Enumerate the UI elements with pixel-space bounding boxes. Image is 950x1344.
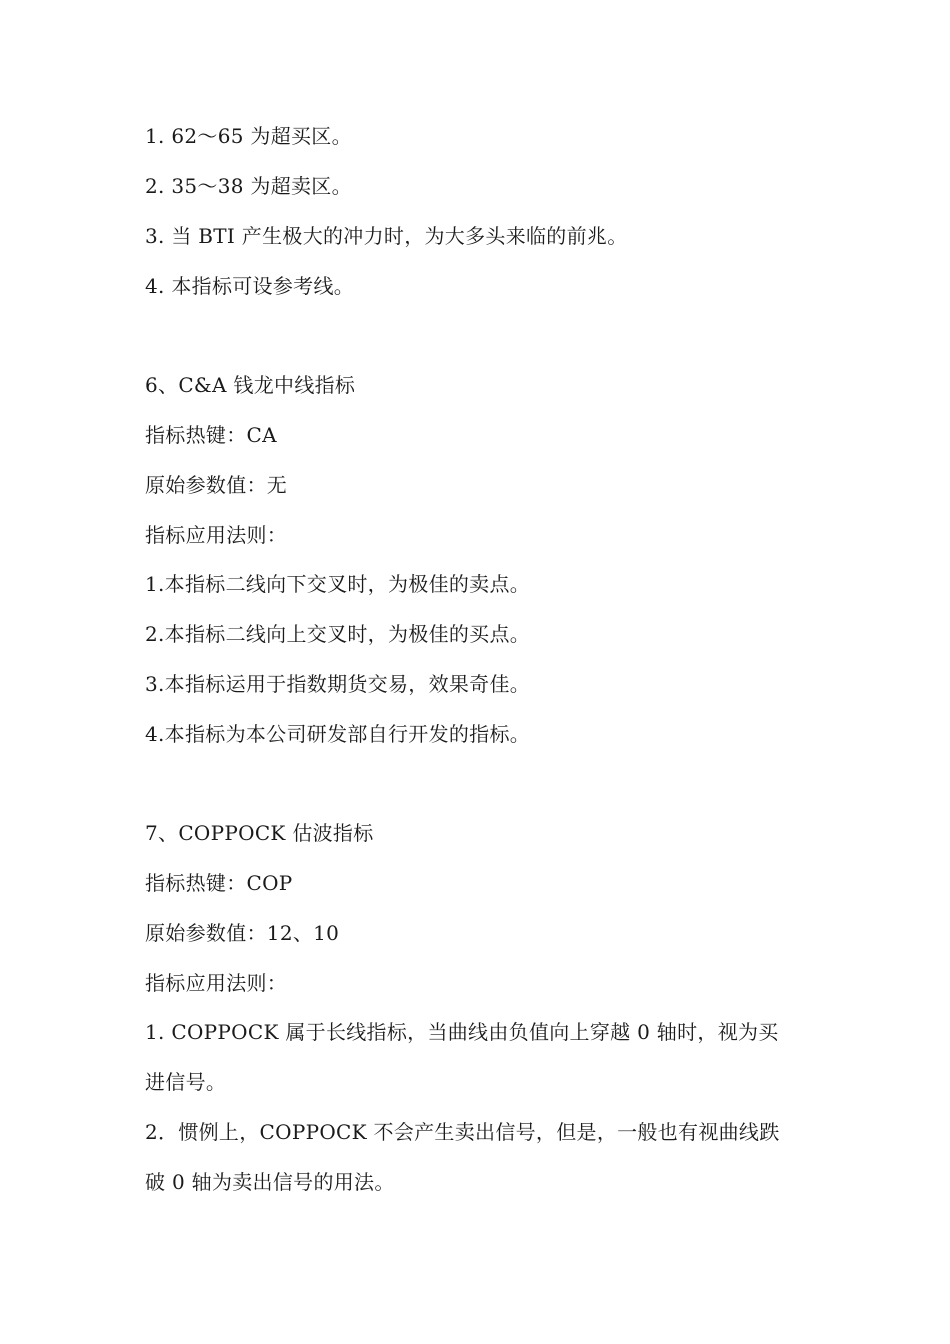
section6-rule-4: 4.本指标为本公司研发部自行开发的指标。 <box>145 722 531 746</box>
section7-rules-heading: 指标应用法则： <box>145 971 288 995</box>
section5-rule-2: 2. 35～38 为超卖区。 <box>145 174 352 198</box>
section6-rule-1: 1.本指标二线向下交叉时，为极佳的卖点。 <box>145 572 531 596</box>
section7-rule-1-line-1: 1. COPPOCK 属于长线指标，当曲线由负值向上穿越 0 轴时，视为买 <box>145 1020 779 1044</box>
section6-hotkey: 指标热键：CA <box>145 423 277 447</box>
section7-rule-2-line-1: 2．惯例上，COPPOCK 不会产生卖出信号，但是，一般也有视曲线跌 <box>145 1120 780 1144</box>
section7-rule-2-line-2: 破 0 轴为卖出信号的用法。 <box>145 1170 395 1194</box>
section7-hotkey: 指标热键：COP <box>145 871 293 895</box>
section6-params: 原始参数值：无 <box>145 473 288 497</box>
section6-rules-heading: 指标应用法则： <box>145 523 288 547</box>
section7-title: 7、COPPOCK 估波指标 <box>145 821 374 845</box>
section6-rule-2: 2.本指标二线向上交叉时，为极佳的买点。 <box>145 622 531 646</box>
section7-params: 原始参数值：12、10 <box>145 921 340 945</box>
section7-rule-1-line-2: 进信号。 <box>145 1070 227 1094</box>
section6-rule-3: 3.本指标运用于指数期货交易，效果奇佳。 <box>145 672 531 696</box>
section5-rule-4: 4. 本指标可设参考线。 <box>145 274 355 298</box>
section5-rule-1: 1. 62～65 为超买区。 <box>145 124 352 148</box>
section5-rule-3: 3. 当 BTI 产生极大的冲力时，为大多头来临的前兆。 <box>145 224 628 248</box>
section6-title: 6、C&A 钱龙中线指标 <box>145 373 356 397</box>
